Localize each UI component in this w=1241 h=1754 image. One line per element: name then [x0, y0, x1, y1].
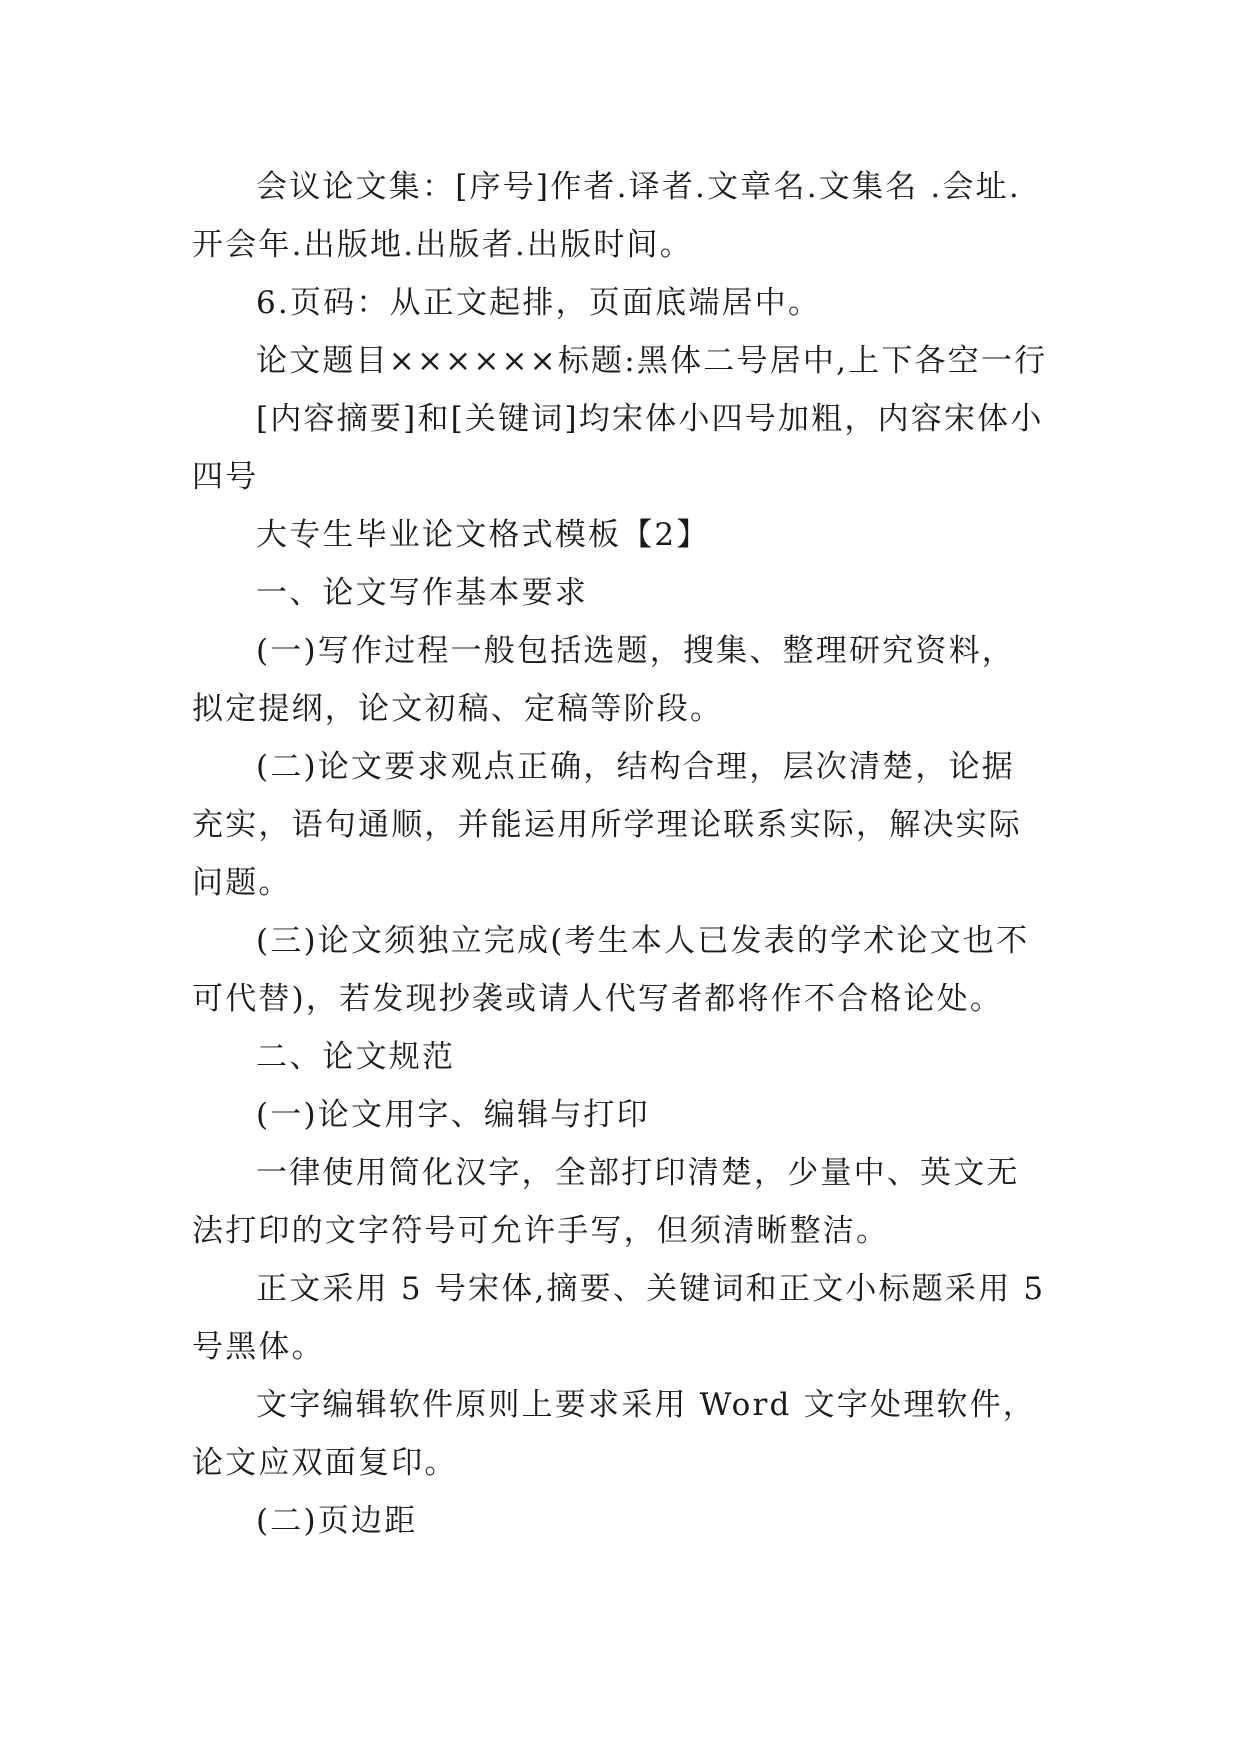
paragraph-page-number: 6.页码：从正文起排，页面底端居中。: [256, 285, 822, 321]
paragraph-viewpoint-requirements: (二)论文要求观点正确，结构合理，层次清楚，论据充实，语句通顺，并能运用所学理论联系实际，解决实际问题。: [192, 749, 1022, 901]
subheading-typing-editing-printing: (一)论文用字、编辑与打印: [256, 1097, 650, 1133]
paragraph-simplified-chinese: 一律使用简化汉字，全部打印清楚，少量中、英文无法打印的文字符号可允许手写，但须清晰整洁。: [192, 1155, 1020, 1249]
paragraph-abstract-keywords-format: [内容摘要]和[关键词]均宋体小四号加粗，内容宋体小四号: [192, 401, 1044, 495]
paragraph-title-format: 论文题目××××××标题:黑体二号居中,上下各空一行: [256, 343, 1048, 379]
document-body: [192, 158, 1048, 1550]
subheading-page-margins: (二)页边距: [256, 1503, 418, 1539]
paragraph-writing-process: (一)写作过程一般包括选题，搜集、整理研究资料，拟定提纲，论文初稿、定稿等阶段。: [192, 633, 1015, 727]
paragraph-font-requirements: 正文采用 5 号宋体,摘要、关键词和正文小标题采用 5 号黑体。: [192, 1271, 1046, 1365]
heading-basic-requirements: 一、论文写作基本要求: [256, 575, 588, 611]
paragraph-independent-completion: (三)论文须独立完成(考生本人已发表的学术论文也不可代替)，若发现抄袭或请人代写者都将作不合格论处。: [192, 923, 1030, 1017]
section-heading-template-2: 大专生毕业论文格式模板【2】: [256, 517, 710, 553]
heading-paper-norms: 二、论文规范: [256, 1039, 456, 1075]
paragraph-conference-proceedings: 会议论文集：[序号]作者.译者.文章名.文集名 .会址.开会年.出版地.出版者.出版时间。: [192, 169, 1021, 263]
paragraph-word-software: 文字编辑软件原则上要求采用 Word 文字处理软件，论文应双面复印。: [192, 1387, 1036, 1481]
